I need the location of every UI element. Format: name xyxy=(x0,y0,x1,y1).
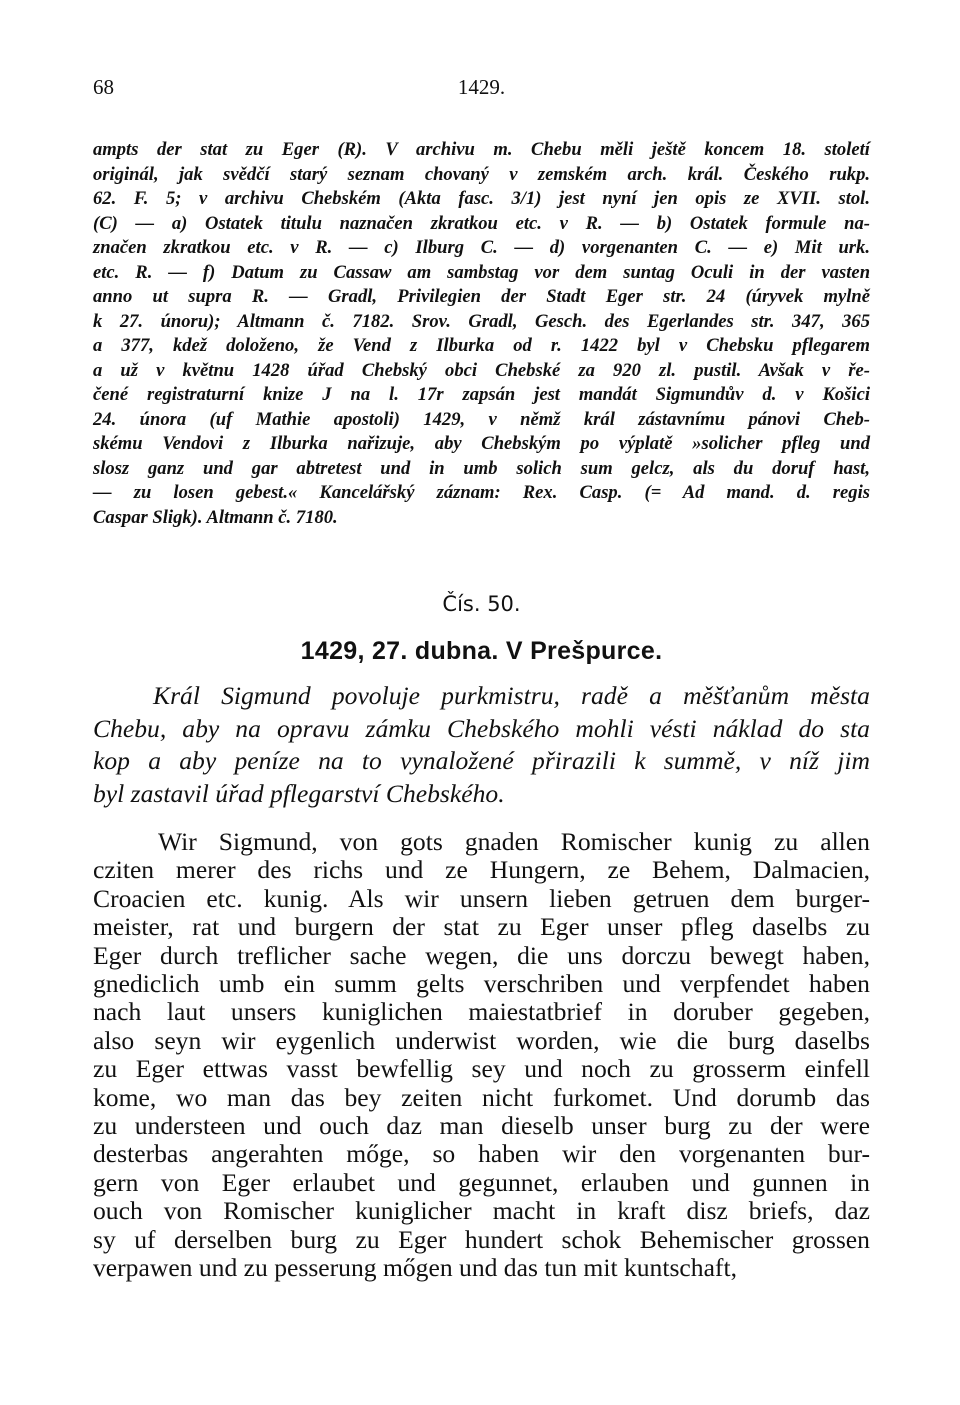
regest-line: Chebu, aby na opravu zámku Chebského mohli vésti náklad do sta xyxy=(93,713,870,743)
text-line: gnediclich umb ein summ gelts verschriben und verpfendet haben xyxy=(93,969,870,999)
footnote-line: 24. února (uf Mathie apostoli) 1429, v němž král zástavnímu pánovi Cheb- xyxy=(93,408,870,430)
text-line: cziten merer des richs und ze Hungern, ze Behem, Dalmacien, xyxy=(93,855,871,885)
footnote-line: (C) — a) Ostatek titulu naznačen zkratkou etc. v R. — b) Ostatek formule na- xyxy=(93,212,870,234)
footnote-line: k 27. únoru); Altmann č. 7182. Srov. Gradl, Gesch. des Egerlandes str. 347, 365 xyxy=(93,310,871,332)
footnote-block xyxy=(93,138,870,530)
footnote-line: Caspar Sligk). Altmann č. 7180. xyxy=(93,506,338,528)
page-header xyxy=(93,75,870,105)
text-line: ouch von Romischer kuniglicher macht in kraft disz briefs, daz xyxy=(93,1196,871,1226)
footnote-line: značen zkratkou etc. v R. — c) Ilburg C. — d) vorgenanten C. — e) Mit urk. xyxy=(93,237,870,258)
text-line: Eger durch treflicher sache wegen, die uns dorczu bewegt haben, xyxy=(93,940,870,970)
text-line: meister, rat und burgern der stat zu Eger unser pfleg daselbs zu xyxy=(93,912,871,942)
text-line: desterbas angerahten mőge, so haben wir den vorgenanten bur- xyxy=(93,1139,871,1169)
text-line: Wir Sigmund, von gots gnaden Romischer kunig zu allen xyxy=(158,827,870,856)
text-line: gern von Eger erlaubet und gegunnet, erlauben und gunnen in xyxy=(93,1167,870,1197)
footnote-line: slosz ganz und gar abtretest und in umb solich sum gelcz, als du doruf hast, xyxy=(93,457,871,479)
footnote-line: 62. F. 5; v archivu Chebském (Akta fasc. 3/1) jest nyní jen opis ze XVII. stol. xyxy=(93,188,870,209)
text-line: nach laut unsers kuniglichen maiestatbrief in doruber gegeben, xyxy=(93,997,871,1027)
footnote-line: originál, jak svědčí starý seznam chovaný v zemském arch. král. Českého rukp. xyxy=(93,163,871,185)
footnote-line: a 377, kdež doloženo, že Vend z Ilburka od r. 1422 byl v Chebsku pflegarem xyxy=(93,335,870,356)
document-page xyxy=(93,0,870,1405)
regest-summary xyxy=(93,680,870,810)
footnote-line: a už v květnu 1428 úřad Chebský obci Chebské za 920 zl. pustil. Avšak v ře- xyxy=(93,359,870,381)
text-line: kome, wo man das bey zeiten nicht furkomet. Und dorumb das xyxy=(93,1082,870,1112)
text-line: Croacien etc. kunig. Als wir unsern lieben getruen dem burger- xyxy=(93,883,871,913)
document-title: 1429, 27. dubna. V Prešpurce. xyxy=(300,637,663,665)
running-year: 1429. xyxy=(457,75,506,99)
text-line: zu Eger ettwas vasst bewfellig sey und noch zu grosserm einfell xyxy=(93,1054,870,1084)
text-line: zu understeen und ouch daz man dieselb unser burg zu der were xyxy=(93,1111,870,1141)
footnote-line: skému Vendovi z Ilburka nařizuje, aby Chebským po výplatě »solicher pfleg und xyxy=(93,433,870,454)
regest-line: kop a aby peníze na to vynaložené přirazili k summě, v níž jim xyxy=(93,746,870,775)
footnote-line: ampts der stat zu Eger (R). V archivu m. Chebu měli ještě koncem 18. století xyxy=(93,139,870,160)
charter-text xyxy=(93,828,870,1283)
text-line: also seyn wir eygenlich underwist worden, wie die burg daselbs xyxy=(93,1025,871,1055)
footnote-line: — zu losen gebest.« Kancelářský záznam: Rex. Casp. (= Ad mand. d. regis xyxy=(93,482,870,503)
footnote-line: čené registraturní knize J na l. 17r zapsán jest mandát Sigmundův d. v Košici xyxy=(93,384,870,405)
text-line: sy uf derselben burg zu Eger hundert schok Behemischer grossen xyxy=(93,1224,870,1254)
regest-line: byl zastavil úřad pflegarství Chebského. xyxy=(93,778,505,808)
regest-line: Král Sigmund povoluje purkmistru, radě a měšťanům města xyxy=(153,681,870,710)
footnote-line: etc. R. — f) Datum zu Cassaw am sambstag vor dem suntag Oculi in der vasten xyxy=(93,261,871,283)
document-number: Čís. 50. xyxy=(442,592,521,616)
text-line: verpawen und zu pesserung mőgen und das tun mit kuntschaft, xyxy=(93,1253,737,1283)
footnote-line: anno ut supra R. — Gradl, Privilegien der Stadt Eger str. 24 (úryvek mylně xyxy=(93,286,870,307)
page-number: 68 xyxy=(93,75,114,99)
